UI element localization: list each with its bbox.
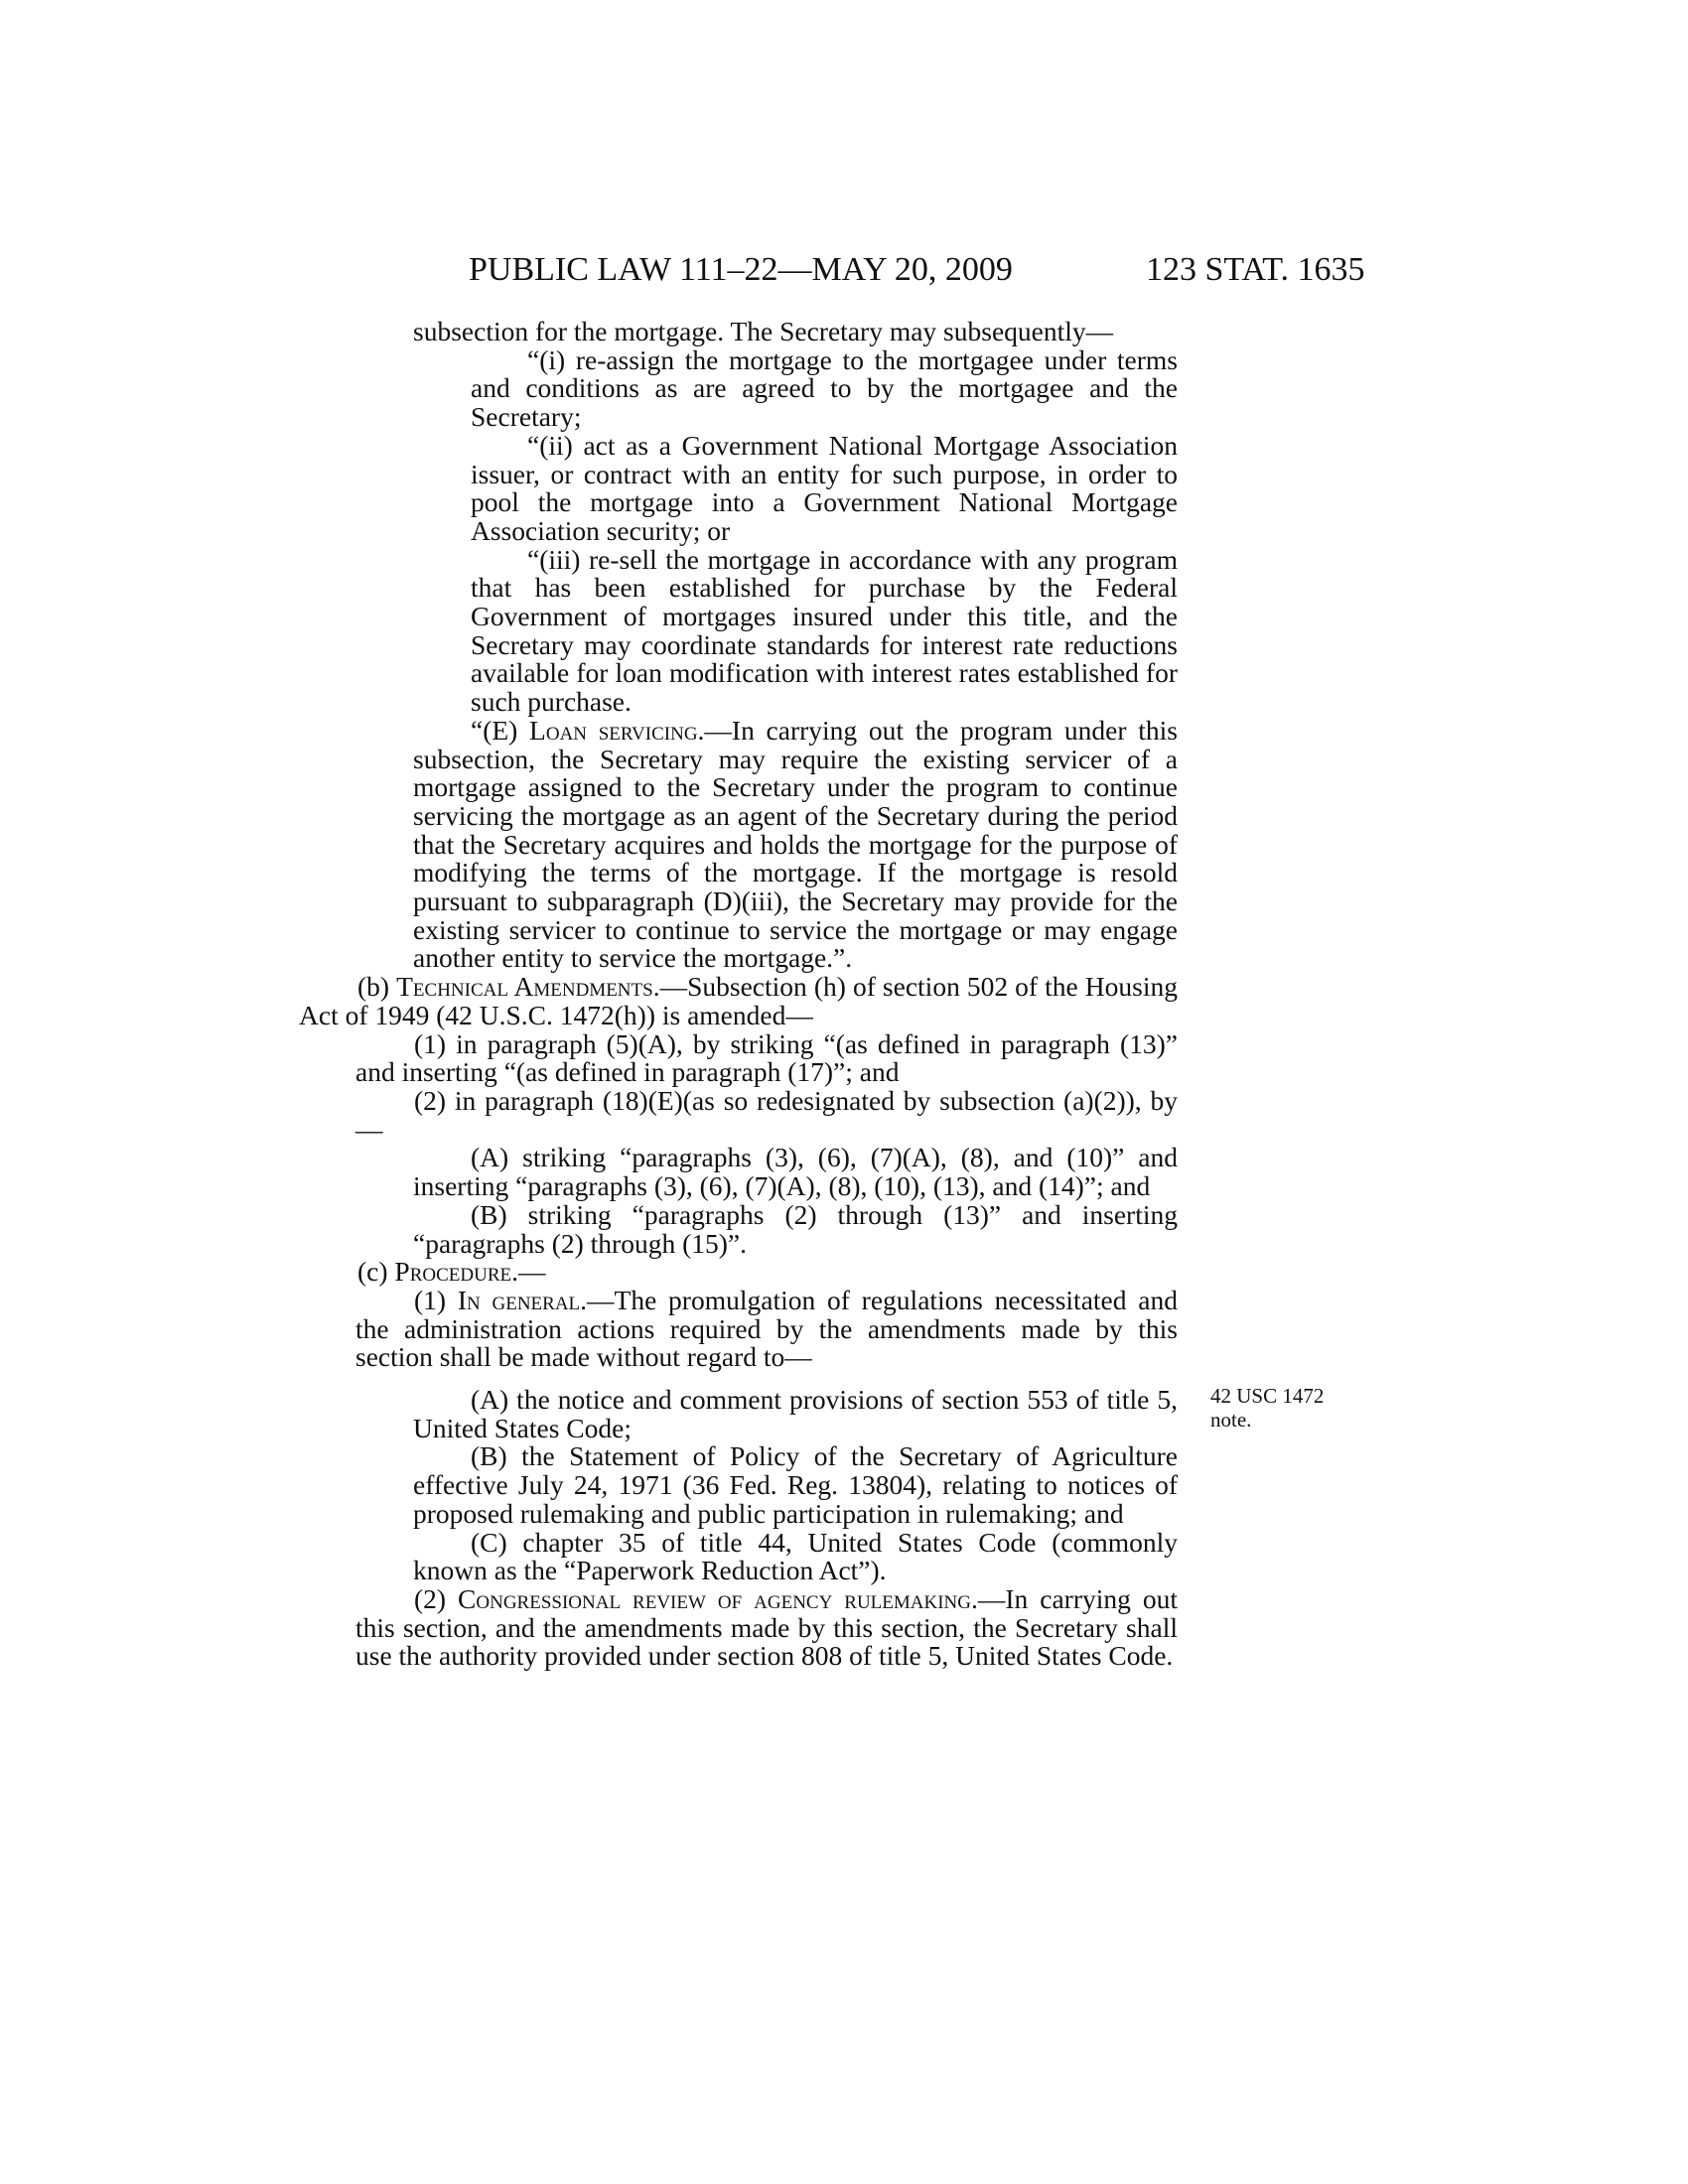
- subsection-b-prefix: (b): [357, 971, 397, 1003]
- document-body: [299, 318, 1178, 1671]
- clause-ii: “(ii) act as a Government National Mortgage Association issuer, or contract with an entity for such purpose, in order to pool the mortgage into a Government National Mortgage Association security; or: [471, 429, 1178, 546]
- paragraph-c1-text: The promulgation of regulations necessitated and the administration actions required by the amendments made by this section shall be made without regard to—: [355, 1284, 1178, 1373]
- subparagraph-c1a: (A) the notice and comment provisions of section 553 of title 5, United States Code;: [413, 1384, 1178, 1443]
- paragraph-b2: (2) in paragraph (18)(E)(as so redesignated by subsection (a)(2)), by—: [355, 1084, 1178, 1145]
- subsection-b-title: Technical Amendments.: [396, 971, 660, 1003]
- paragraph-c2-dash: —: [977, 1582, 1006, 1614]
- paragraph-c2: [299, 1582, 1178, 1672]
- paragraph-c1-dash: —: [587, 1284, 615, 1315]
- page-citation: 123 STAT. 1635: [1146, 251, 1365, 288]
- paragraph-c1: [299, 1284, 1178, 1373]
- subsection-b-text: Subsection (h) of section 502 of the Housing Act of 1949 (42 U.S.C. 1472(h)) is amended—: [299, 971, 1178, 1030]
- subparagraph-b2b: (B) striking “paragraphs (2) through (13)” and inserting “paragraphs (2) through (15)”.: [413, 1198, 1178, 1259]
- margin-citation-note: [1210, 1384, 1324, 1432]
- paragraph-c1-title: In general.: [457, 1284, 588, 1315]
- subsection-b: [299, 973, 1178, 1029]
- paragraph-b1: (1) in paragraph (5)(A), by striking “(as defined in paragraph (13)” and inserting “(as defined in paragraph (17)”; and: [355, 1027, 1178, 1088]
- paragraph-c2-text: In carrying out this section, and the amendments made by this section, the Secretary shall use the authority provided under section 808 of title 5, United States Code.: [355, 1582, 1178, 1672]
- margin-note-line2: note.: [1210, 1408, 1252, 1432]
- subsection-b-dash: —: [659, 971, 688, 1003]
- paragraph-c1-prefix: (1): [414, 1284, 458, 1315]
- subparagraph-e-text-lead: In carrying out the program: [731, 714, 1064, 746]
- paragraph-c2-title: Congressional review of agency rulemaking.: [458, 1582, 978, 1614]
- paragraph-c2-prefix: (2): [414, 1582, 459, 1614]
- clause-i: “(i) re-assign the mortgage to the mortgagee under terms and conditions as are agreed to by the mortgagee and the Secretary;: [471, 343, 1178, 433]
- subparagraph-e: [299, 714, 1178, 974]
- subparagraph-e-text: under this subsection, the Secretary may require the existing servicer of a mortgage assigned to the Secretary under the program to continue servicing the mortgage as an agent of the Secretary during the period that the Secretary acquires and holds the mortgage for the purpose of modifying the terms of the mortgage. If the mortgage is resold pursuant to subparagraph (D)(iii), the Secretary may provide for the existing servicer to continue to service the mortgage or may engage another entity to service the mortgage.”.: [413, 714, 1178, 974]
- paragraph-continuation: subsection for the mortgage. The Secretary may subsequently—: [413, 316, 1114, 346]
- margin-note-line1: 42 USC 1472: [1210, 1384, 1325, 1408]
- subsection-c-dash: —: [517, 1256, 546, 1288]
- subparagraph-e-dash: —: [704, 714, 732, 746]
- running-header-title: PUBLIC LAW 111–22—MAY 20, 2009: [469, 251, 1013, 288]
- subparagraph-e-prefix: “(E): [471, 714, 530, 746]
- subsection-c: [299, 1258, 1178, 1287]
- subparagraph-b2a: (A) striking “paragraphs (3), (6), (7)(A), (8), and (10)” and inserting “paragraphs (3), (6), (7)(A), (8), (10), (13), and (14)”; and: [413, 1142, 1178, 1202]
- clause-iii: “(iii) re-sell the mortgage in accordance with any program that has been established for purchase by the Federal Government of mortgages insured under this title, and the Secretary may coordinate standards for interest rate reductions available for loan modification with interest rates established for such purchase.: [471, 543, 1178, 718]
- subparagraph-c1b: (B) the Statement of Policy of the Secretary of Agriculture effective July 24, 1971 (36 Fed. Reg. 13804), relating to notices of proposed rulemaking and public participation in rulemaking; and: [413, 1440, 1178, 1529]
- subsection-c-title: Procedure.: [394, 1256, 518, 1288]
- subparagraph-e-title: Loan servicing.: [529, 714, 705, 746]
- subparagraph-c1c: (C) chapter 35 of title 44, United States Code (commonly known as the “Paperwork Reduction Act”).: [413, 1526, 1178, 1586]
- subsection-c-prefix: (c): [357, 1256, 395, 1288]
